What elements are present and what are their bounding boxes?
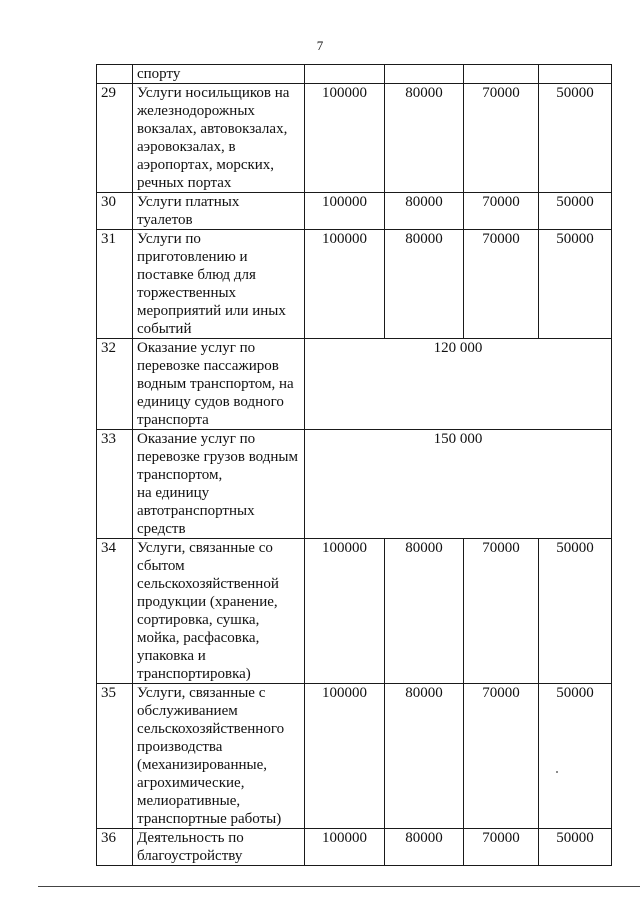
row-number-cell: 32 — [97, 339, 133, 430]
service-name-line: Услуги носильщиков на — [137, 85, 290, 101]
row-number-cell: 31 — [97, 230, 133, 339]
value-cell-2: 80000 — [385, 539, 464, 684]
value-cell-3: 70000 — [464, 829, 539, 866]
service-name-cell — [133, 65, 305, 84]
service-name-line: Услуги, связанные с — [137, 685, 266, 701]
service-name-line: спорту — [137, 66, 181, 82]
table-row-continued — [97, 65, 612, 84]
service-name-line: перевозке грузов водным — [137, 449, 298, 465]
service-name-cell — [133, 684, 305, 829]
value-cell-1: 100000 — [305, 829, 385, 866]
service-name-cell — [133, 539, 305, 684]
service-name-line: на единицу — [137, 485, 210, 501]
value-cell-1: 100000 — [305, 684, 385, 829]
service-name-line: торжественных — [137, 285, 237, 301]
service-name-line: сельскохозяйственного — [137, 721, 285, 737]
service-name-line: мойка, расфасовка, — [137, 630, 260, 646]
service-name-line: железнодорожных — [137, 103, 255, 119]
value-cell-4: 50000 — [539, 230, 612, 339]
service-name-line: сельскохозяйственной — [137, 576, 279, 592]
service-name-line: благоустройству — [137, 848, 243, 864]
service-name-line: обслуживанием — [137, 703, 238, 719]
service-name-line: транспорта — [137, 412, 209, 428]
value-cell-2: 80000 — [385, 684, 464, 829]
value-cell-3: 70000 — [464, 539, 539, 684]
service-name-line: автотранспортных — [137, 503, 255, 519]
row-number-cell: 30 — [97, 193, 133, 230]
service-name-line: перевозке пассажиров — [137, 358, 279, 374]
value-cell-1: 100000 — [305, 193, 385, 230]
service-name-line: аэропортах, морских, — [137, 157, 275, 173]
service-name-line: средств — [137, 521, 186, 537]
service-name-line: Оказание услуг по — [137, 340, 256, 356]
service-name-line: мероприятий или иных — [137, 303, 286, 319]
value-cell-1: 100000 — [305, 84, 385, 193]
row-number-cell: 35 — [97, 684, 133, 829]
value-cell-2: 80000 — [385, 230, 464, 339]
service-name-cell — [133, 339, 305, 430]
value-cell-4: 50000 — [539, 193, 612, 230]
service-name-cell — [133, 230, 305, 339]
value-cell-4: 50000 — [539, 539, 612, 684]
row-number-cell — [97, 65, 133, 84]
value-cell-4: 50000 — [539, 684, 612, 829]
service-name-line: Деятельность по — [137, 830, 244, 846]
table-row — [97, 84, 612, 193]
table-row — [97, 539, 612, 684]
value-cell-4: 50000 — [539, 84, 612, 193]
table-row — [97, 339, 612, 430]
row-number-cell: 36 — [97, 829, 133, 866]
service-name-line: Оказание услуг по — [137, 431, 256, 447]
service-name-line: производства — [137, 739, 223, 755]
service-name-line: приготовлению и — [137, 249, 248, 265]
service-name-line: Услуги, связанные со — [137, 540, 273, 556]
service-name-line: упаковка и — [137, 648, 206, 664]
row-number-cell: 29 — [97, 84, 133, 193]
value-cell-3: 70000 — [464, 84, 539, 193]
service-name-cell — [133, 829, 305, 866]
service-name-line: вокзалах, автовокзалах, — [137, 121, 288, 137]
page-footer-rule — [38, 886, 640, 887]
value-cell-3: 70000 — [464, 684, 539, 829]
service-name-line: Услуги платных — [137, 194, 240, 210]
service-name-cell — [133, 430, 305, 539]
table-row — [97, 684, 612, 829]
scan-speck — [556, 771, 558, 773]
value-cell-4: 50000 — [539, 829, 612, 866]
fee-table — [96, 64, 612, 866]
value-cell-2: 80000 — [385, 193, 464, 230]
table-row — [97, 829, 612, 866]
service-name-line: поставке блюд для — [137, 267, 256, 283]
value-cell-1: 100000 — [305, 539, 385, 684]
value-cell-1: 100000 — [305, 230, 385, 339]
service-name-line: транспортом, — [137, 467, 223, 483]
fee-table-body — [97, 65, 612, 866]
table-row — [97, 193, 612, 230]
service-name-line: мелиоративные, — [137, 793, 241, 809]
table-row — [97, 230, 612, 339]
service-name-line: транспортировка) — [137, 666, 251, 682]
service-name-line: сбытом — [137, 558, 185, 574]
value-cell-4 — [539, 65, 612, 84]
row-number-cell: 33 — [97, 430, 133, 539]
page-number: 7 — [316, 38, 324, 53]
merged-value-cell: 120 000 — [305, 339, 612, 430]
service-name-line: сортировка, сушка, — [137, 612, 260, 628]
service-name-cell — [133, 84, 305, 193]
service-name-cell — [133, 193, 305, 230]
service-name-line: речных портах — [137, 175, 232, 191]
service-name-line: транспортные работы) — [137, 811, 282, 827]
service-name-line: аэровокзалах, в — [137, 139, 236, 155]
value-cell-2 — [385, 65, 464, 84]
value-cell-3: 70000 — [464, 193, 539, 230]
service-name-line: продукции (хранение, — [137, 594, 278, 610]
service-name-line: водным транспортом, на — [137, 376, 294, 392]
value-cell-1 — [305, 65, 385, 84]
service-name-line: агрохимические, — [137, 775, 245, 791]
service-name-line: туалетов — [137, 212, 193, 228]
value-cell-2: 80000 — [385, 84, 464, 193]
value-cell-3 — [464, 65, 539, 84]
service-name-line: единицу судов водного — [137, 394, 284, 410]
service-name-line: (механизированные, — [137, 757, 267, 773]
value-cell-3: 70000 — [464, 230, 539, 339]
value-cell-2: 80000 — [385, 829, 464, 866]
row-number-cell: 34 — [97, 539, 133, 684]
table-row — [97, 430, 612, 539]
service-name-line: Услуги по — [137, 231, 201, 247]
merged-value-cell: 150 000 — [305, 430, 612, 539]
service-name-line: событий — [137, 321, 192, 337]
